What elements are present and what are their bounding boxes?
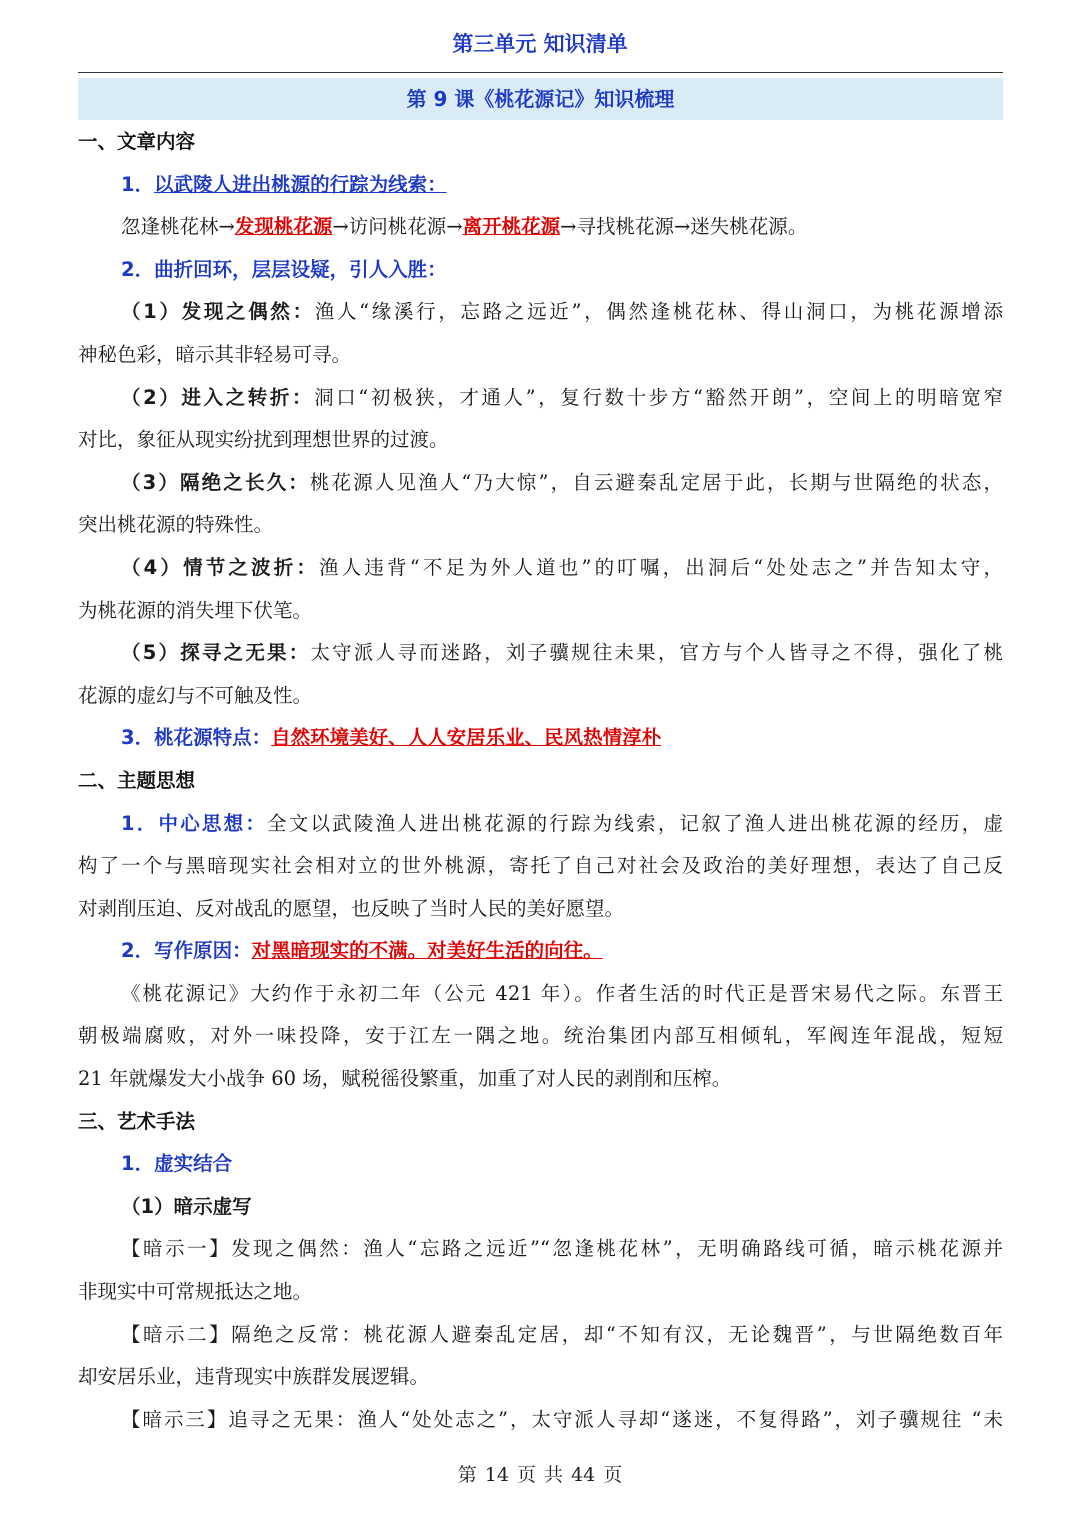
- center-line3: 对剥削压迫、反对战乱的愿望，也反映了当时人民的美好愿望。: [78, 896, 625, 920]
- technique1-heading: 1．虚实结合: [121, 1152, 233, 1176]
- hint2-line1: 【暗示二】隔绝之反常：桃花源人避秦乱定居，却“不知有汉，无论魏晋”，与世隔绝数百年: [121, 1322, 1003, 1346]
- point1-line1: （1）发现之偶然：渔人“缘溪行，忘路之远近”，偶然逢桃花林、得山洞口，为桃花源增添: [121, 300, 1003, 324]
- total-pages: 44: [571, 1464, 596, 1486]
- page-number: 14: [484, 1464, 509, 1486]
- center-line2: 构了一个与黑暗现实社会相对立的世外桃源，寄托了自己对社会及政治的美好理想，表达了自己反: [78, 854, 1003, 878]
- flow-line: 忽逢桃花林→发现桃花源→访问桃花源→离开桃花源→寻找桃花源→迷失桃花源。: [121, 215, 808, 239]
- point3-line1: （3）隔绝之长久：桃花源人见渔人“乃大惊”，自云避秦乱定居于此，长期与世隔绝的状态，: [121, 470, 1003, 494]
- point1-line2: 神秘色彩，暗示其非轻易可寻。: [78, 342, 352, 366]
- hint3-line1: 【暗示三】追寻之无果：渔人“处处志之”，太守派人寻却“遂迷，不复得路”，刘子骥规往 “未: [121, 1407, 1003, 1431]
- item1-heading: 1．以武陵人进出桃源的行踪为线索：: [121, 172, 447, 196]
- unit-title: 第三单元 知识清单: [452, 32, 628, 56]
- header-divider: [78, 72, 1003, 73]
- hint1-line1: 【暗示一】发现之偶然：渔人“忘路之远近”“忽逢桃花林”，无明确路线可循，暗示桃花源并: [121, 1237, 1003, 1261]
- point5-line1: （5）探寻之无果：太守派人寻而迷路，刘子骥规往未果，官方与个人皆寻之不得，强化了桃: [121, 641, 1003, 665]
- document-body: [78, 121, 1003, 1441]
- point5-line2: 花源的虚幻与不可触及性。: [78, 683, 313, 707]
- section2-heading: 二、主题思想: [78, 768, 196, 792]
- point3-line2: 突出桃花源的特殊性。: [78, 513, 274, 537]
- point2-line2: 对比，象征从现实纷扰到理想世界的过渡。: [78, 428, 449, 452]
- technique1-sub-heading: （1）暗示虚写: [121, 1194, 252, 1218]
- peach-features: 自然环境美好、人人安居乐业、民风热情淳朴: [271, 726, 662, 750]
- reason-line: 2．写作原因：对黑暗现实的不满。对美好生活的向往。: [121, 939, 603, 963]
- hint1-line2: 非现实中可常规抵达之地。: [78, 1280, 313, 1304]
- arrow: →: [218, 215, 235, 239]
- item3-line: 3．桃花源特点：自然环境美好、人人安居乐业、民风热情淳朴: [121, 726, 662, 750]
- point2-line1: （2）进入之转折：洞口“初极狭，才通人”，复行数十步方“豁然开朗”，空间上的明暗宽窄: [121, 385, 1003, 409]
- reason-value: 对黑暗现实的不满。对美好生活的向往。: [251, 939, 603, 963]
- item2-heading: 2．曲折回环，层层设疑，引人入胜：: [121, 257, 447, 281]
- background-line1: 《桃花源记》大约作于永初二年（公元 421 年）。作者生活的时代正是晋宋易代之际。东晋王: [121, 981, 1003, 1005]
- item1-label: 以武陵人进出桃源的行踪为线索：: [154, 172, 447, 196]
- section3-heading: 三、艺术手法: [78, 1109, 196, 1133]
- section1-heading: 一、文章内容: [78, 130, 196, 153]
- lesson-title: 第 9 课《桃花源记》知识梳理: [78, 78, 1003, 120]
- background-line3: 21 年就爆发大小战争 60 场，赋税徭役繁重，加重了对人民的剥削和压榨。: [78, 1067, 732, 1091]
- background-line2: 朝极端腐败，对外一味投降，安于江左一隅之地。统治集团内部互相倾轧，军阀连年混战，短短: [78, 1024, 1003, 1048]
- point4-line1: （4）情节之波折：渔人违背“不足为外人道也”的叮嘱，出洞后“处处志之”并告知太守，: [121, 555, 1003, 579]
- center-line1: 1．中心思想：全文以武陵渔人进出桃花源的行踪为线索，记叙了渔人进出桃花源的经历，虚: [121, 811, 1003, 835]
- hint2-line2: 却安居乐业，违背现实中族群发展逻辑。: [78, 1365, 430, 1389]
- page-footer: 第 14 页 共 44 页: [457, 1464, 623, 1486]
- point4-line2: 为桃花源的消失埋下伏笔。: [78, 598, 313, 622]
